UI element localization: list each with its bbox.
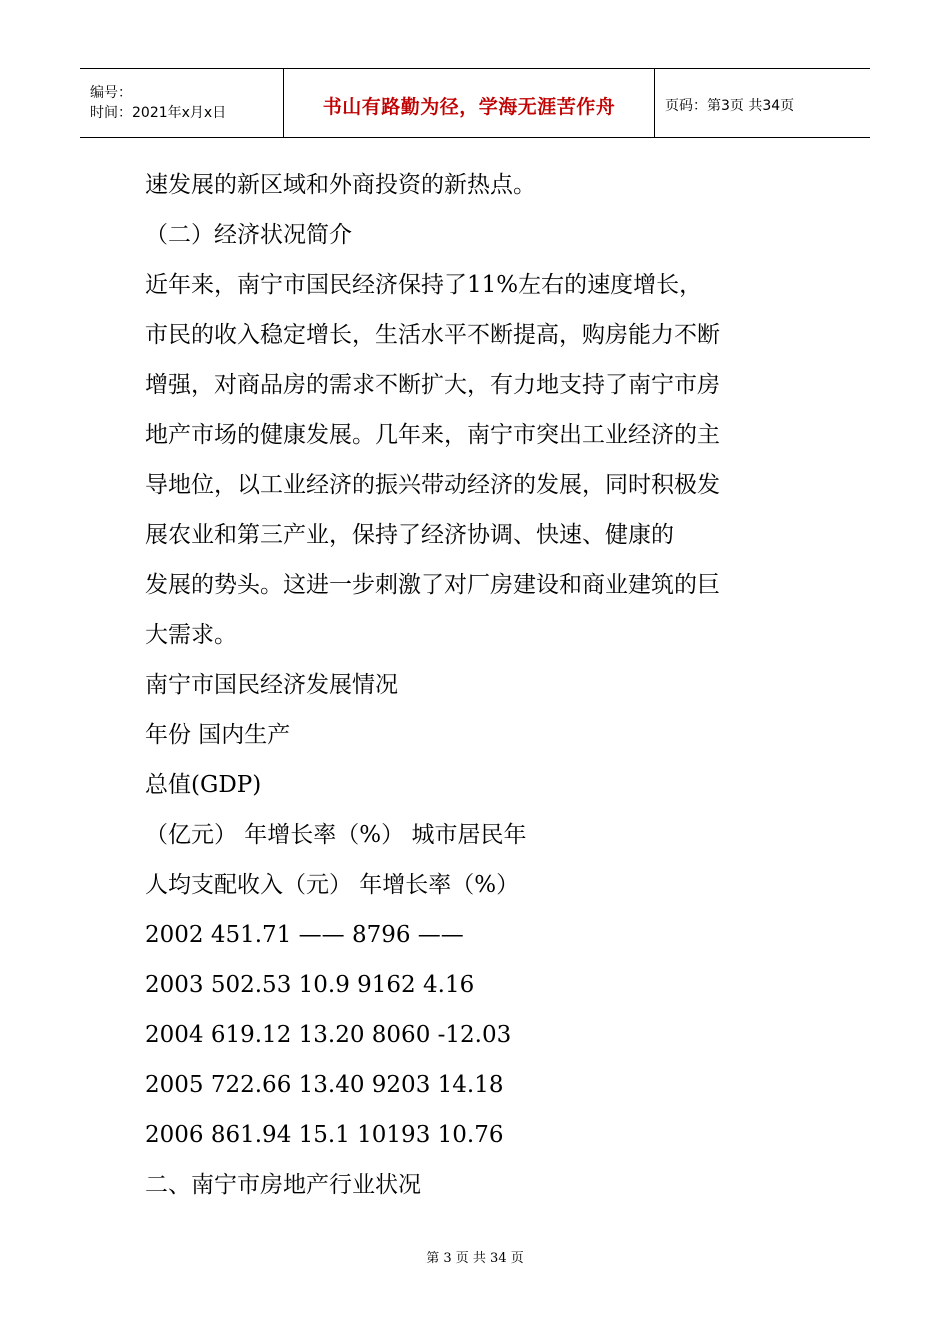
body-line: 大需求。 — [145, 622, 237, 648]
page-footer: 第 3 页 共 34 页 — [426, 1251, 524, 1266]
table-row: 2002 451.71 —— 8796 —— — [145, 922, 464, 948]
header-motto: 书山有路勤为径，学海无涯苦作舟 — [322, 95, 616, 118]
body-line: 市民的收入稳定增长，生活水平不断提高，购房能力不断 — [145, 322, 720, 348]
body-line: 地产市场的健康发展。几年来，南宁市突出工业经济的主 — [145, 422, 720, 448]
table-header-line: （亿元） 年增长率（%） 城市居民年 — [145, 822, 527, 848]
section-heading: 二、南宁市房地产行业状况 — [145, 1172, 421, 1198]
body-line: 近年来，南宁市国民经济保持了11%左右的速度增长， — [145, 272, 703, 298]
document-number-label: 编号： — [90, 85, 132, 101]
body-line: 导地位，以工业经济的振兴带动经济的发展，同时积极发 — [145, 472, 720, 498]
document-time-label: 时间：2021年x月x日 — [90, 105, 227, 121]
table-row: 2005 722.66 13.40 9203 14.18 — [145, 1072, 504, 1098]
header-motto-cell — [283, 69, 655, 137]
body-line: 发展的势头。这进一步刺激了对厂房建设和商业建筑的巨 — [145, 572, 720, 598]
table-row: 2006 861.94 15.1 10193 10.76 — [145, 1122, 504, 1148]
header-left-cell — [80, 69, 283, 137]
page-header — [80, 68, 870, 138]
section-heading: （二）经济状况简介 — [145, 222, 352, 248]
table-header-line: 人均支配收入（元） 年增长率（%） — [145, 872, 520, 898]
table-row: 2004 619.12 13.20 8060 -12.03 — [145, 1022, 512, 1048]
body-line: 增强，对商品房的需求不断扩大，有力地支持了南宁市房 — [145, 372, 720, 398]
body-line: 展农业和第三产业，保持了经济协调、快速、健康的 — [145, 522, 674, 548]
table-header-line: 年份 国内生产 — [145, 722, 291, 748]
table-title: 南宁市国民经济发展情况 — [145, 672, 398, 698]
header-page-cell — [655, 69, 870, 137]
body-line: 速发展的新区域和外商投资的新热点。 — [145, 172, 536, 198]
table-row: 2003 502.53 10.9 9162 4.16 — [145, 972, 475, 998]
header-page-info: 页码：第3页 共34页 — [665, 98, 795, 114]
table-header-line: 总值(GDP) — [145, 772, 262, 798]
